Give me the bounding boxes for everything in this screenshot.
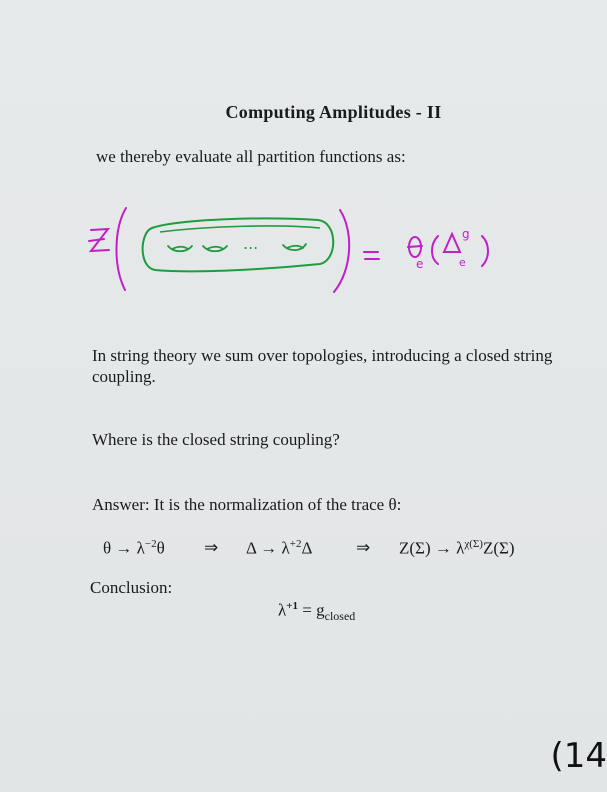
page-number: (14 — [550, 736, 607, 776]
answer-text: Answer: It is the normalization of the trace θ: — [92, 495, 402, 514]
rhs-sub-e2: e — [459, 256, 466, 269]
question-text: Where is the closed string coupling? — [92, 430, 340, 449]
implies-2: ⇒ — [356, 538, 371, 557]
conclusion-label: Conclusion: — [90, 578, 173, 597]
rhs-sub-e: e — [416, 257, 424, 271]
surface-rim — [160, 226, 320, 232]
page-title: Computing Amplitudes - II — [225, 102, 442, 122]
right-paren — [334, 210, 349, 292]
paragraph-string-theory: In string theory we sum over topologies, introducing a closed string coupling. — [92, 346, 553, 386]
surface-holes — [168, 244, 306, 251]
handwritten-equals — [364, 252, 379, 259]
left-paren — [116, 208, 126, 290]
equation-partition: $Z(\Sigma) \to \lambda^{\chi(\Sigma)}Z(\Sigma)$ — [399, 538, 515, 558]
rhs-sup-g: g — [462, 227, 470, 241]
equation-delta: $\Delta \to \lambda^{+2}\Delta$ — [246, 538, 313, 558]
implies-1: ⇒ — [204, 538, 219, 557]
handwritten-z — [89, 229, 109, 251]
dots-label: ... — [243, 234, 259, 253]
conclusion-equation: $\lambda^{+1} = g_{closed}$ — [278, 600, 356, 624]
equation-theta: $\theta \to \lambda^{-2}\theta$ — [103, 538, 165, 558]
intro-text: we thereby evaluate all partition functions as: — [96, 147, 406, 166]
